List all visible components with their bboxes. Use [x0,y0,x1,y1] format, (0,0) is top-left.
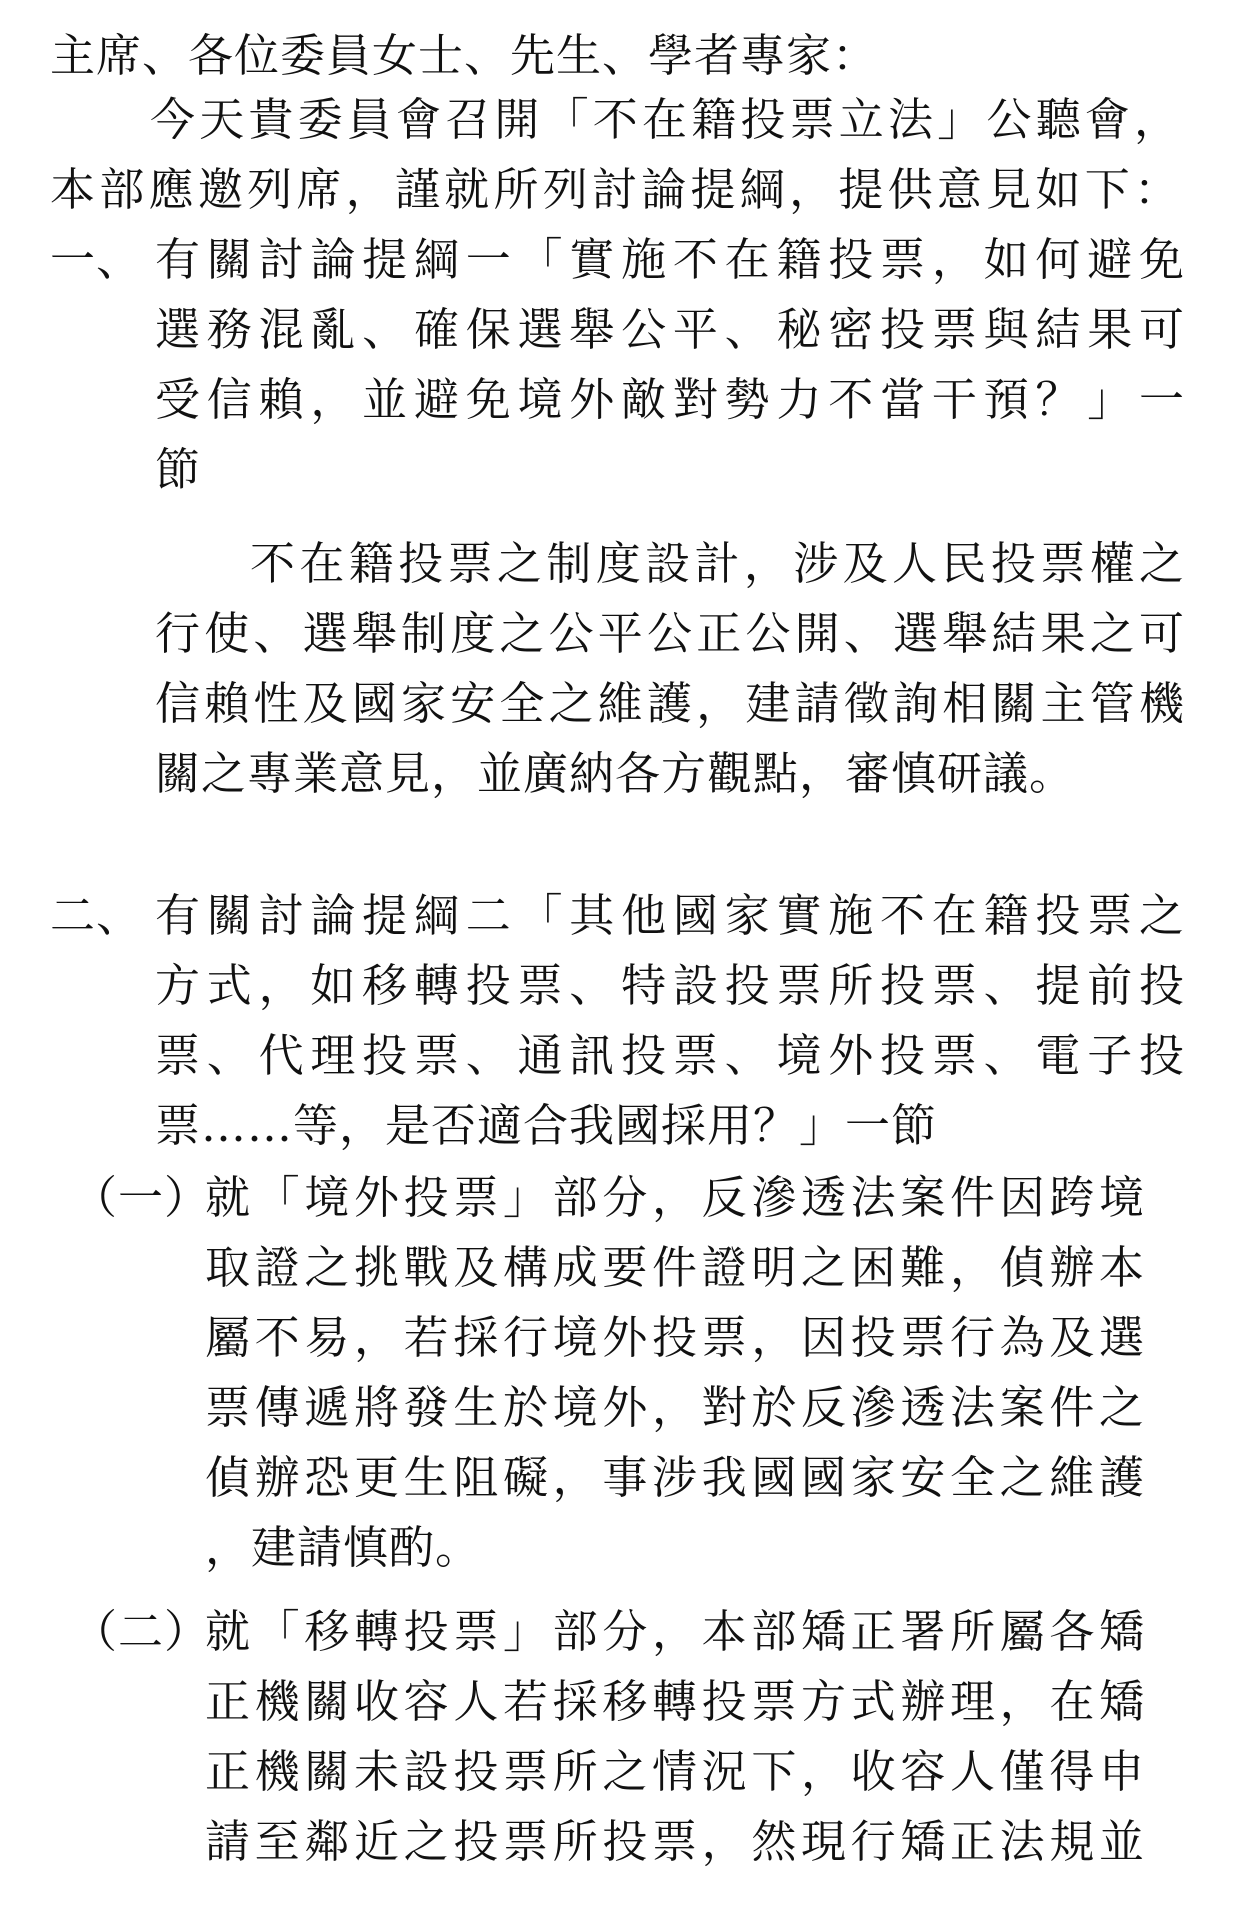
section1-heading-line-3: 受信賴，並避免境外敵對勢力不當干預？」一 [155,373,1185,426]
section2-heading-line-2: 方式，如移轉投票、特設投票所投票、提前投 [155,959,1185,1012]
greeting-line: 主席、各位委員女士、先生、學者專家： [50,29,879,82]
section2-marker: 二、 [50,889,143,942]
sub1-line-1: 就「境外投票」部分，反滲透法案件因跨境 [205,1171,1145,1224]
sub1-line-6: ，建請慎酌。 [205,1521,482,1574]
section1-body-line-2: 行使、選舉制度之公平公正公開、選舉結果之可 [155,607,1185,660]
sub2-marker: （二） [72,1605,211,1658]
sub2-line-3: 正機關未設投票所之情況下，收容人僅得申 [205,1745,1145,1798]
sub1-line-4: 票傳遞將發生於境外，對於反滲透法案件之 [205,1381,1145,1434]
sub1-line-5: 偵辦恐更生阻礙，事涉我國國家安全之維護 [205,1451,1145,1504]
section2-heading-line-3: 票、代理投票、通訊投票、境外投票、電子投 [155,1029,1185,1082]
sub2-line-1: 就「移轉投票」部分，本部矯正署所屬各矯 [205,1605,1145,1658]
section1-marker: 一、 [50,233,143,286]
sub1-marker: （一） [72,1171,211,1224]
section2-heading-line-1: 有關討論提綱二「其他國家實施不在籍投票之 [155,889,1185,942]
section1-heading-line-1: 有關討論提綱一「實施不在籍投票，如何避免 [155,233,1185,286]
section1-heading-line-4: 節 [155,443,202,496]
section1-body-line-1: 不在籍投票之制度設計，涉及人民投票權之 [250,537,1185,590]
intro-line-2: 本部應邀列席，謹就所列討論提綱，提供意見如下： [50,163,1180,216]
section1-heading-line-2: 選務混亂、確保選舉公平、秘密投票與結果可 [155,303,1185,356]
sub1-line-3: 屬不易，若採行境外投票，因投票行為及選 [205,1311,1145,1364]
sub1-line-2: 取證之挑戰及構成要件證明之困難，偵辦本 [205,1241,1145,1294]
section2-heading-line-4: 票……等，是否適合我國採用？」一節 [155,1099,938,1152]
section1-body-line-3: 信賴性及國家安全之維護，建請徵詢相關主管機 [155,677,1185,730]
intro-line-1: 今天貴委員會召開「不在籍投票立法」公聽會， [150,93,1180,146]
sub2-line-2: 正機關收容人若採移轉投票方式辦理，在矯 [205,1675,1145,1728]
sub2-line-4: 請至鄰近之投票所投票，然現行矯正法規並 [205,1815,1145,1868]
section1-body-line-4: 關之專業意見，並廣納各方觀點，審慎研議。 [155,747,1076,800]
